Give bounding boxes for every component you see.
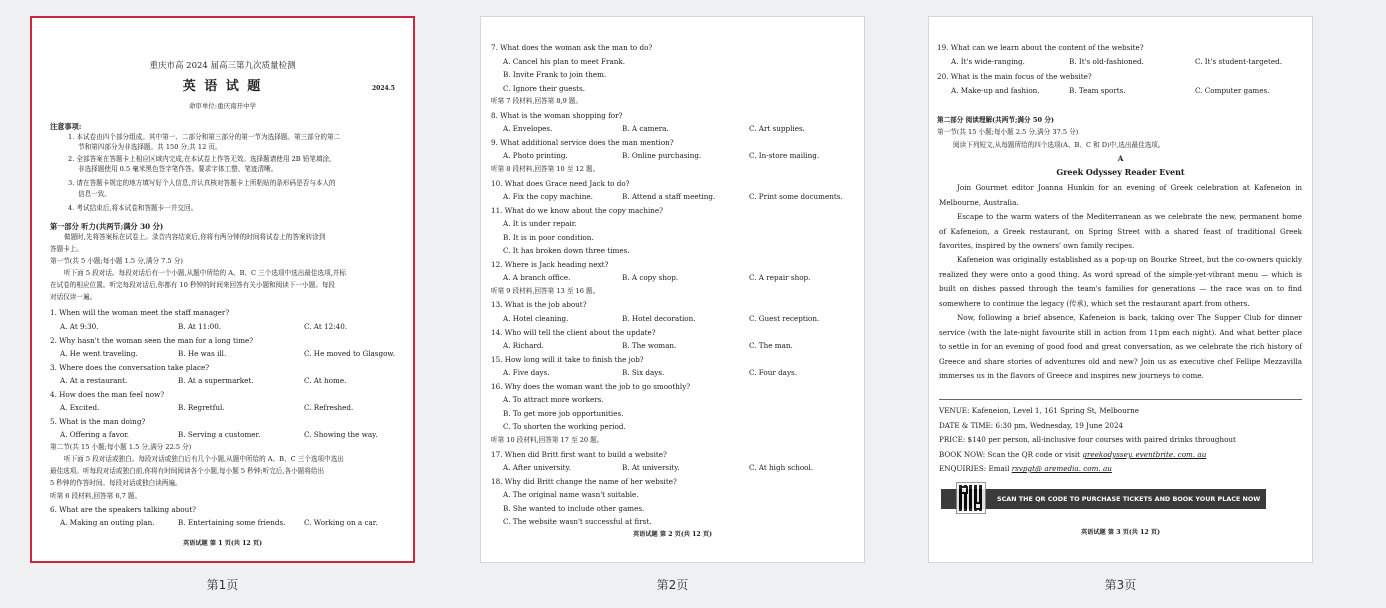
option-b: B. He was ill. xyxy=(178,349,227,358)
question: 11. What do we know about the copy machine? xyxy=(491,205,664,215)
section-intro: 5 秒钟的作答时间。每段对话或独白读两遍。 xyxy=(50,479,182,487)
option-line: C. It has broken down three times. xyxy=(503,246,630,256)
event-enquiries xyxy=(939,464,1112,473)
option-b: B. The woman. xyxy=(622,341,677,351)
option-c: C. Guest reception. xyxy=(749,314,820,323)
option-line: C. The website wasn't successful at first. xyxy=(503,517,652,527)
option-line: B. It is in poor condition. xyxy=(503,232,594,242)
option-c: C. The man. xyxy=(749,341,793,351)
question: 4. How does the man feel now? xyxy=(50,390,165,399)
option-a: A. Make-up and fashion. xyxy=(951,86,1040,95)
event-venue: VENUE: Kafeneion, Level 1, 161 Spring St, Melbourne xyxy=(939,406,1140,415)
section-intro: 阅读下列短文,从每题所给的四个选项(A、B、C 和 D)中,选出最佳选项。 xyxy=(953,141,1165,149)
page-2-preview[interactable] xyxy=(480,16,865,563)
section-title: 第一节(共 5 小题;每小题 1.5 分,满分 7.5 分) xyxy=(50,257,183,265)
option-b: B. Online purchasing. xyxy=(622,151,702,161)
option-c: C. In-store mailing. xyxy=(749,151,820,161)
question: 17. When did Britt first want to build a website? xyxy=(491,449,667,459)
option-a: A. Offering a favor. xyxy=(60,430,130,439)
option-b: B. Entertaining some friends. xyxy=(178,518,286,527)
option-line: A. Richard. xyxy=(503,341,544,351)
option-b: B. At 11:00. xyxy=(178,322,222,331)
divider xyxy=(939,399,1302,400)
option-line: B. Invite Frank to join them. xyxy=(503,70,607,80)
part1-intro: 答题卡上。 xyxy=(50,245,83,253)
notice-line: 4. 考试结束后,将本试卷和答题卡一并交回。 xyxy=(68,204,198,212)
question: 8. What is the woman shopping for? xyxy=(491,110,623,120)
option-c: C. A repair shop. xyxy=(749,273,811,283)
banner-text: SCAN THE QR CODE TO PURCHASE TICKETS AND BOOK YOUR PLACE NOW xyxy=(997,495,1261,503)
part1-intro: 做题时,先将答案标在试卷上。录音内容结束后,你将有两分钟的时间将试卷上的答案转涂到 xyxy=(64,233,326,241)
page-thumbnail-2[interactable] xyxy=(480,16,865,592)
section-intro: 在试卷的相应位置。听完每段对话后,你都有 10 秒钟的时间来回答有关小题和阅读下一小题。每段 xyxy=(50,281,336,289)
option-a: A. It's wide-ranging. xyxy=(951,57,1025,66)
part2-title: 第二部分 阅读理解(共两节;满分 50 分) xyxy=(937,116,1055,124)
page-thumbnail-3[interactable] xyxy=(928,16,1313,592)
question: 9. What additional service does the man mention? xyxy=(491,137,674,147)
booking-url: greekodyssey. eventbrite. com. au xyxy=(1082,450,1207,459)
question: 6. What are the speakers talking about? xyxy=(50,505,197,514)
article-paragraph: Join Gourmet editor Joanna Hunkin for an evening of Greek celebration at Kafeneion in Melbourne, Australia. xyxy=(939,183,1302,207)
option-line: A. After university. xyxy=(503,463,571,473)
option-line: C. Ignore their guests. xyxy=(503,83,586,93)
option-b: B. A copy shop. xyxy=(622,273,679,283)
option-c: C. He moved to Glasgow. xyxy=(304,349,395,358)
article-paragraph: Escape to the warm waters of the Mediterranean as we celebrate the new, permanent home of Kafeneion, a Greek restaurant, on Spring Street with a shared feast of traditional Greek favorites, inspired by the owners' own family recipes. xyxy=(939,212,1302,251)
option-c: C. At high school. xyxy=(749,463,814,473)
option-a: A. At 9:30. xyxy=(60,322,99,331)
option-line: C. To shorten the working period. xyxy=(503,422,626,432)
notice-line: 2. 全部答案在答题卡上相应区域内完成,在本试卷上作答无效。选择题请使用 2B 铅笔填涂, xyxy=(68,155,332,163)
section-title: 第一节(共 15 小题;每小题 2.5 分,满分 37.5 分) xyxy=(937,128,1079,136)
page-1-preview[interactable] xyxy=(30,16,415,563)
option-c: C. Working on a car. xyxy=(304,518,378,527)
option-c: C. Art supplies. xyxy=(749,124,805,134)
notice-title: 注意事项: xyxy=(50,122,82,131)
ticket-banner xyxy=(941,489,1266,509)
notice-line: 节和第四部分为非选择题。共 150 分,共 12 页。 xyxy=(78,143,222,151)
question: 5. What is the man doing? xyxy=(50,417,146,426)
notice-line: 非选择题使用 0.5 毫米黑色签字笔作答。要求字体工整、笔迹清晰。 xyxy=(78,165,278,173)
question: 2. Why hasn't the woman seen the man for a long time? xyxy=(50,336,254,345)
option-line: A. Envelopes. xyxy=(503,124,553,134)
option-c: C. Computer games. xyxy=(1195,86,1270,95)
notice-line: 3. 请在答题卡规定的地方填写好个人信息,并认真核对答题卡上所粘贴的条形码是否与本人的 xyxy=(68,179,336,187)
article-paragraph: Kafeneion was originally established as a pop-up on Bourke Street, but the co-owners quickly realized they were onto a good thing. As word spread of the simple-yet-vibrant menu — which is built on dishes passed through the team's families for generations — the race was on to find somewhere to continue the legacy (传承), which set the restaurant apart from others. xyxy=(939,255,1302,308)
option-line: A. Five days. xyxy=(503,368,550,378)
option-line: A. Hotel cleaning. xyxy=(503,314,569,323)
option-b: B. A camera. xyxy=(622,124,669,134)
section-intro: 最佳选项。听每段对话或独白前,你将有时间阅读各个小题,每小题 5 秒钟;听完后,各小题将给出 xyxy=(50,467,325,475)
option-a: A. He went traveling. xyxy=(60,349,138,358)
option-b: B. Team sports. xyxy=(1069,86,1126,95)
question: 12. Where is Jack heading next? xyxy=(491,259,609,269)
page-1-content xyxy=(32,18,413,561)
section-intro: 听下面 5 段对话或独白。每段对话或独白后有几个小题,从题中所给的 A、B、C 三个选项中选出 xyxy=(64,455,344,463)
option-c: C. Four days. xyxy=(749,368,798,378)
question: 20. What is the main focus of the website? xyxy=(937,72,1092,81)
section-title: 第二节(共 15 小题;每小题 1.5 分,满分 22.5 分) xyxy=(50,443,192,451)
article-title: Greek Odyssey Reader Event xyxy=(1056,167,1185,177)
option-c: C. Refreshed. xyxy=(304,403,354,412)
option-c: C. At 12:40. xyxy=(304,322,348,331)
option-b: B. At a supermarket. xyxy=(178,376,254,385)
question: 14. Who will tell the client about the update? xyxy=(491,327,656,337)
question: 13. What is the job about? xyxy=(491,300,587,310)
option-a: A. At a restaurant. xyxy=(60,376,128,385)
question: 3. Where does the conversation take place? xyxy=(50,363,210,372)
material-note: 听第 9 段材料,回答第 13 至 16 题。 xyxy=(491,286,600,295)
material-note: 听第 8 段材料,回答第 10 至 12 题。 xyxy=(491,164,600,173)
question: 18. Why did Britt change the name of her website? xyxy=(491,476,677,486)
option-b: B. It's old-fashioned. xyxy=(1069,57,1144,66)
option-b: B. Hotel decoration. xyxy=(622,314,696,323)
option-a: A. Excited. xyxy=(60,403,100,412)
question: 1. When will the woman meet the staff manager? xyxy=(50,308,230,317)
exam-subject: 英 语 试 题 xyxy=(182,79,263,94)
section-intro: 听下面 5 段对话。每段对话后有一个小题,从题中所给的 A、B、C 三个选项中选出最佳选项,并标 xyxy=(64,269,346,277)
page-3-preview[interactable] xyxy=(928,16,1313,563)
qr-code-icon xyxy=(957,483,985,513)
page-thumbnail-1[interactable] xyxy=(30,16,415,592)
option-line: A. Cancel his plan to meet Frank. xyxy=(503,56,626,66)
enquiries-label: ENQUIRIES: Email xyxy=(939,464,1012,473)
page-footer: 英语试题 第 1 页(共 12 页) xyxy=(182,540,263,547)
option-line: A. Fix the copy machine. xyxy=(503,192,593,202)
page-footer: 英语试题 第 2 页(共 12 页) xyxy=(632,531,713,538)
event-date-time: DATE & TIME: 6:30 pm, Wednesday, 19 June 2024 xyxy=(939,421,1124,430)
option-c: C. Print some documents. xyxy=(749,192,843,202)
notice-line: 1. 本试卷由四个部分组成。其中第一、二部分和第三部分的第一节为选择题。第三部分的第二 xyxy=(68,133,341,141)
option-line: A. To attract more workers. xyxy=(503,395,604,405)
option-b: B. At university. xyxy=(622,463,680,473)
question: 15. How long will it take to finish the job? xyxy=(491,354,644,364)
option-line: A. A branch office. xyxy=(503,273,571,283)
option-b: B. Serving a customer. xyxy=(178,430,261,439)
option-b: B. Attend a staff meeting. xyxy=(622,192,716,202)
material-note: 听第 6 段材料,回答第 6,7 题。 xyxy=(50,492,142,500)
page-caption: 第2页 xyxy=(656,578,689,592)
page-footer: 英语试题 第 3 页(共 12 页) xyxy=(1080,529,1161,536)
question: 10. What does Grace need Jack to do? xyxy=(491,178,630,188)
notice-line: 信息一致。 xyxy=(78,190,111,198)
material-note: 听第 10 段材料,回答第 17 至 20 题。 xyxy=(491,435,604,444)
page-caption: 第1页 xyxy=(206,578,239,592)
option-line: A. Photo printing. xyxy=(503,151,568,161)
enquiries-email: rsvpgt@ aremedia. com. au xyxy=(1011,464,1112,473)
material-note: 听第 7 段材料,回答第 8,9 题。 xyxy=(491,97,583,106)
option-c: C. It's student-targeted. xyxy=(1195,57,1282,66)
event-price: PRICE: $140 per person, all-inclusive four courses with paired drinks throughout xyxy=(939,435,1236,444)
page-3-content xyxy=(929,17,1312,562)
option-line: A. It is under repair. xyxy=(503,219,577,229)
option-b: B. Regretful. xyxy=(178,403,225,412)
option-line: B. She wanted to include other games. xyxy=(503,503,645,513)
exam-setter: 命审单位:重庆南开中学 xyxy=(188,102,257,110)
question: 7. What does the woman ask the man to do? xyxy=(491,43,653,52)
question: 19. What can we learn about the content of the website? xyxy=(937,43,1144,52)
article-paragraph: Now, following a brief absence, Kafeneion is back, taking over The Supper Club for dinner service (with the late-night favourite still in action from 11pm each night). And what better place to settle in for an evening of good food and great conversation, as we celebrate the rich history of Greece and share stories of adventures old and new? Join us as executive chef Fellipe Mezzavilla immerses us in the flavors of Greece and inspires new journeys to come. xyxy=(939,313,1302,381)
booking-label: BOOK NOW: Scan the QR code or visit xyxy=(939,450,1083,459)
passage-letter: A xyxy=(1117,154,1124,163)
exam-title: 重庆市高 2024 届高三第九次质量检测 xyxy=(149,61,296,71)
option-c: C. At home. xyxy=(304,376,347,385)
option-b: B. Six days. xyxy=(622,368,665,378)
exam-date: 2024.5 xyxy=(372,85,395,92)
event-booking xyxy=(939,450,1206,459)
option-line: B. To get more job opportunities. xyxy=(503,408,624,418)
option-line: A. The original name wasn't suitable. xyxy=(503,490,639,500)
part1-title: 第一部分 听力(共两节;满分 30 分) xyxy=(50,222,164,231)
page-caption: 第3页 xyxy=(1104,578,1137,592)
option-a: A. Making an outing plan. xyxy=(60,518,155,527)
section-intro: 对话仅读一遍。 xyxy=(50,293,97,301)
option-c: C. Showing the way. xyxy=(304,430,378,439)
question: 16. Why does the woman want the job to go smoothly? xyxy=(491,381,691,391)
